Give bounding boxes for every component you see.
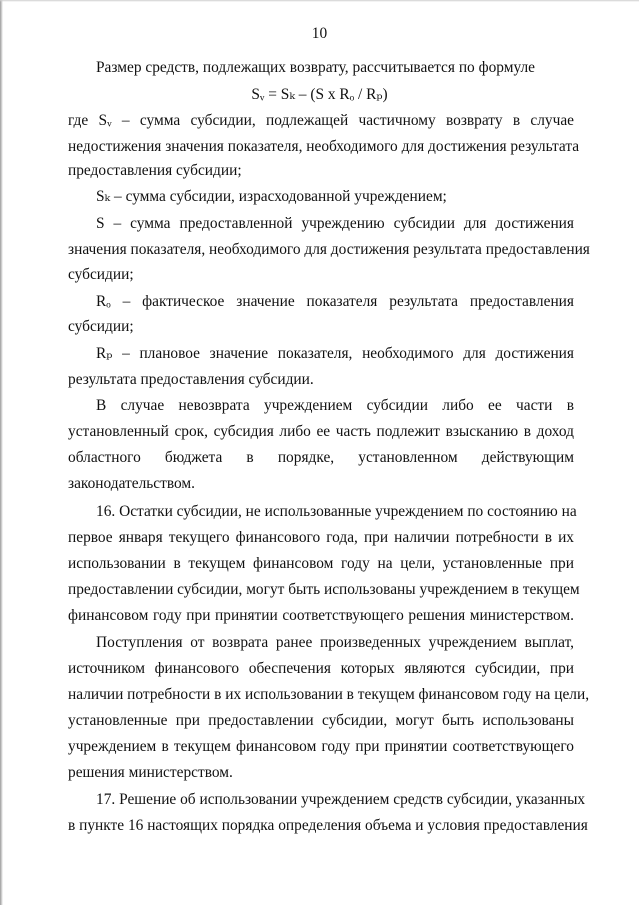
text-line: учреждением в текущем финансовом году при принятии соответствующего — [68, 738, 574, 755]
text-line: Поступления от возврата ранее произведенных учреждением выплат, — [96, 634, 574, 651]
text-line: результата предоставления субсидии. — [68, 371, 314, 388]
text-line: субсидии; — [68, 318, 134, 335]
scan-top-edge — [0, 0, 639, 2]
text-line: Rₒ – фактическое значение показателя результата предоставления — [96, 293, 574, 310]
text-line: первое января текущего финансового года, при наличии потребности в их — [68, 529, 574, 546]
text-line: предоставления субсидии; — [68, 162, 242, 179]
scan-left-edge — [0, 0, 3, 905]
text-line: областного бюджета в порядке, установленном действующим — [68, 449, 574, 466]
text-line: в пункте 16 настоящих порядка определения объема и условия предоставления — [68, 817, 588, 834]
page-number: 10 — [311, 25, 328, 42]
formula: Sᵥ = Sₖ – (S x Rₒ / Rₚ) — [251, 86, 388, 103]
text-line: установленные при предоставлении субсидии, могут быть использованы — [68, 712, 574, 729]
text-line: где Sᵥ – сумма субсидии, подлежащей частичному возврату в случае — [68, 112, 574, 129]
text-line: 16. Остатки субсидии, не использованные учреждением по состоянию на — [96, 503, 577, 520]
text-line: 17. Решение об использовании учреждением средств субсидии, указанных — [96, 791, 586, 808]
text-line: установленный срок, субсидия либо ее часть подлежит взысканию в доход — [68, 423, 574, 440]
text-line: использовании в текущем финансовом году на цели, установленные при — [68, 555, 574, 572]
text-line: Размер средств, подлежащих возврату, рассчитывается по формуле — [96, 59, 535, 76]
text-line: решения министерством. — [68, 764, 233, 781]
text-line: законодательством. — [68, 475, 196, 492]
text-line: Sₖ – сумма субсидии, израсходованной учреждением; — [96, 188, 447, 205]
text-line: Rₚ – плановое значение показателя, необходимого для достижения — [96, 345, 574, 362]
text-line: В случае невозврата учреждением субсидии либо ее части в — [96, 397, 574, 414]
text-line: субсидии; — [68, 266, 134, 283]
text-line: предоставлении субсидии, могут быть использованы учреждением в текущем — [68, 581, 580, 598]
text-line: источником финансового обеспечения которых являются субсидии, при — [68, 660, 574, 677]
text-line: наличии потребности в их использовании в текущем финансовом году на цели, — [68, 686, 590, 703]
text-line: значения показателя, необходимого для достижения результата предоставления — [68, 241, 590, 258]
text-line: финансовом году при принятии соответствующего решения министерством. — [68, 607, 574, 624]
text-line: S – сумма предоставленной учреждению субсидии для достижения — [96, 215, 574, 232]
text-line: недостижения значения показателя, необходимого для достижения результата — [68, 138, 580, 155]
